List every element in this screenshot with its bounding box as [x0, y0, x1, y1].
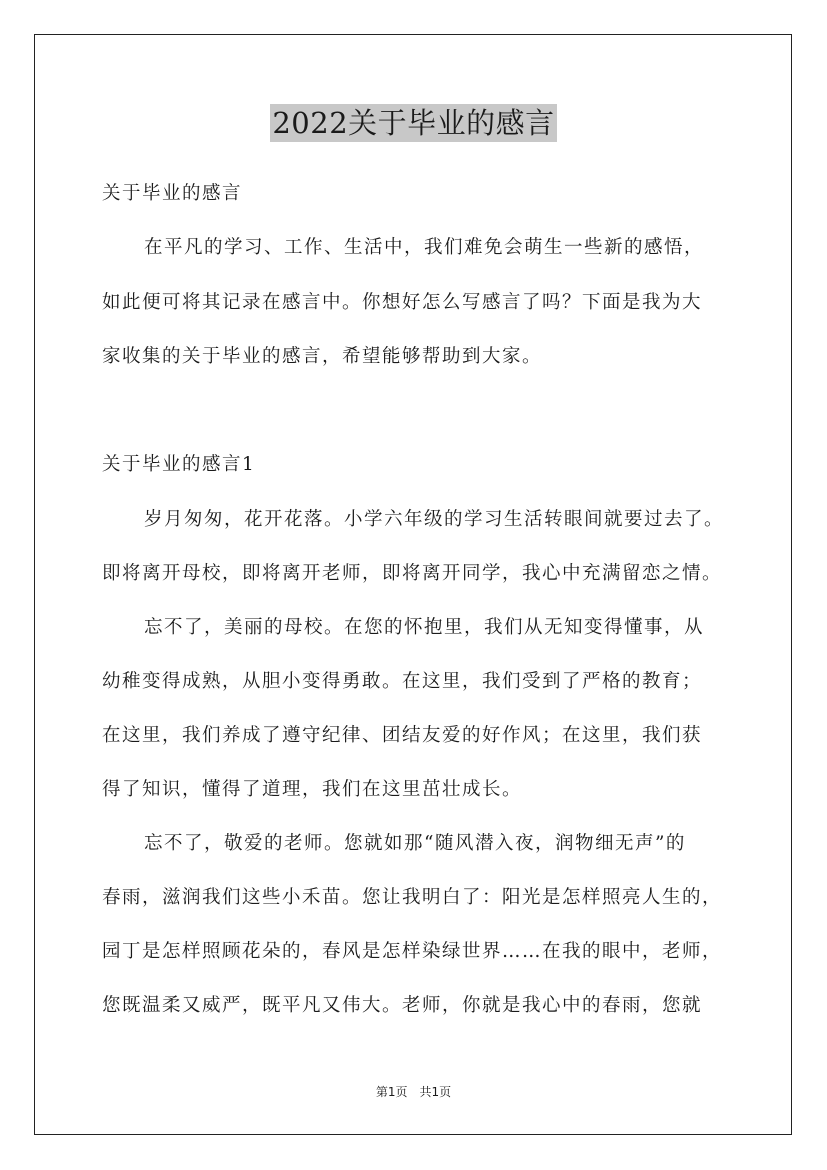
paragraph-line: 家收集的关于毕业的感言，希望能够帮助到大家。 [102, 346, 543, 367]
paragraph-line: 即将离开母校，即将离开老师，即将离开同学，我心中充满留恋之情。 [102, 563, 723, 584]
paragraph-line: 得了知识，懂得了道理，我们在这里茁壮成长。 [102, 779, 523, 800]
paragraph-line: 忘不了，敬爱的老师。您就如那“随风潜入夜，润物细无声”的 [144, 833, 686, 854]
page-number-footer: 第1页 共1页 [375, 1085, 452, 1099]
paragraph-line: 您既温柔又威严，既平凡又伟大。老师，你就是我心中的春雨，您就 [102, 995, 703, 1016]
document-title: 2022关于毕业的感言 [272, 106, 555, 140]
paragraph-line: 岁月匆匆，花开花落。小学六年级的学习生活转眼间就要过去了。 [144, 509, 725, 530]
paragraph-line: 幼稚变得成熟，从胆小变得勇敢。在这里，我们受到了严格的教育； [102, 671, 703, 692]
paragraph-line: 春雨，滋润我们这些小禾苗。您让我明白了：阳光是怎样照亮人生的， [102, 887, 723, 908]
section-heading: 关于毕业的感言 [102, 183, 243, 204]
paragraph-line: 如此便可将其记录在感言中。你想好怎么写感言了吗？下面是我为大 [102, 292, 703, 313]
paragraph-line: 在这里，我们养成了遵守纪律、团结友爱的好作风；在这里，我们获 [102, 725, 703, 746]
paragraph-line: 在平凡的学习、工作、生活中，我们难免会萌生一些新的感悟， [144, 237, 705, 258]
paragraph-line: 园丁是怎样照顾花朵的，春风是怎样染绿世界……在我的眼中，老师， [102, 941, 723, 962]
section-heading: 关于毕业的感言1 [102, 454, 256, 475]
paragraph-line: 忘不了，美丽的母校。在您的怀抱里，我们从无知变得懂事，从 [144, 617, 705, 638]
